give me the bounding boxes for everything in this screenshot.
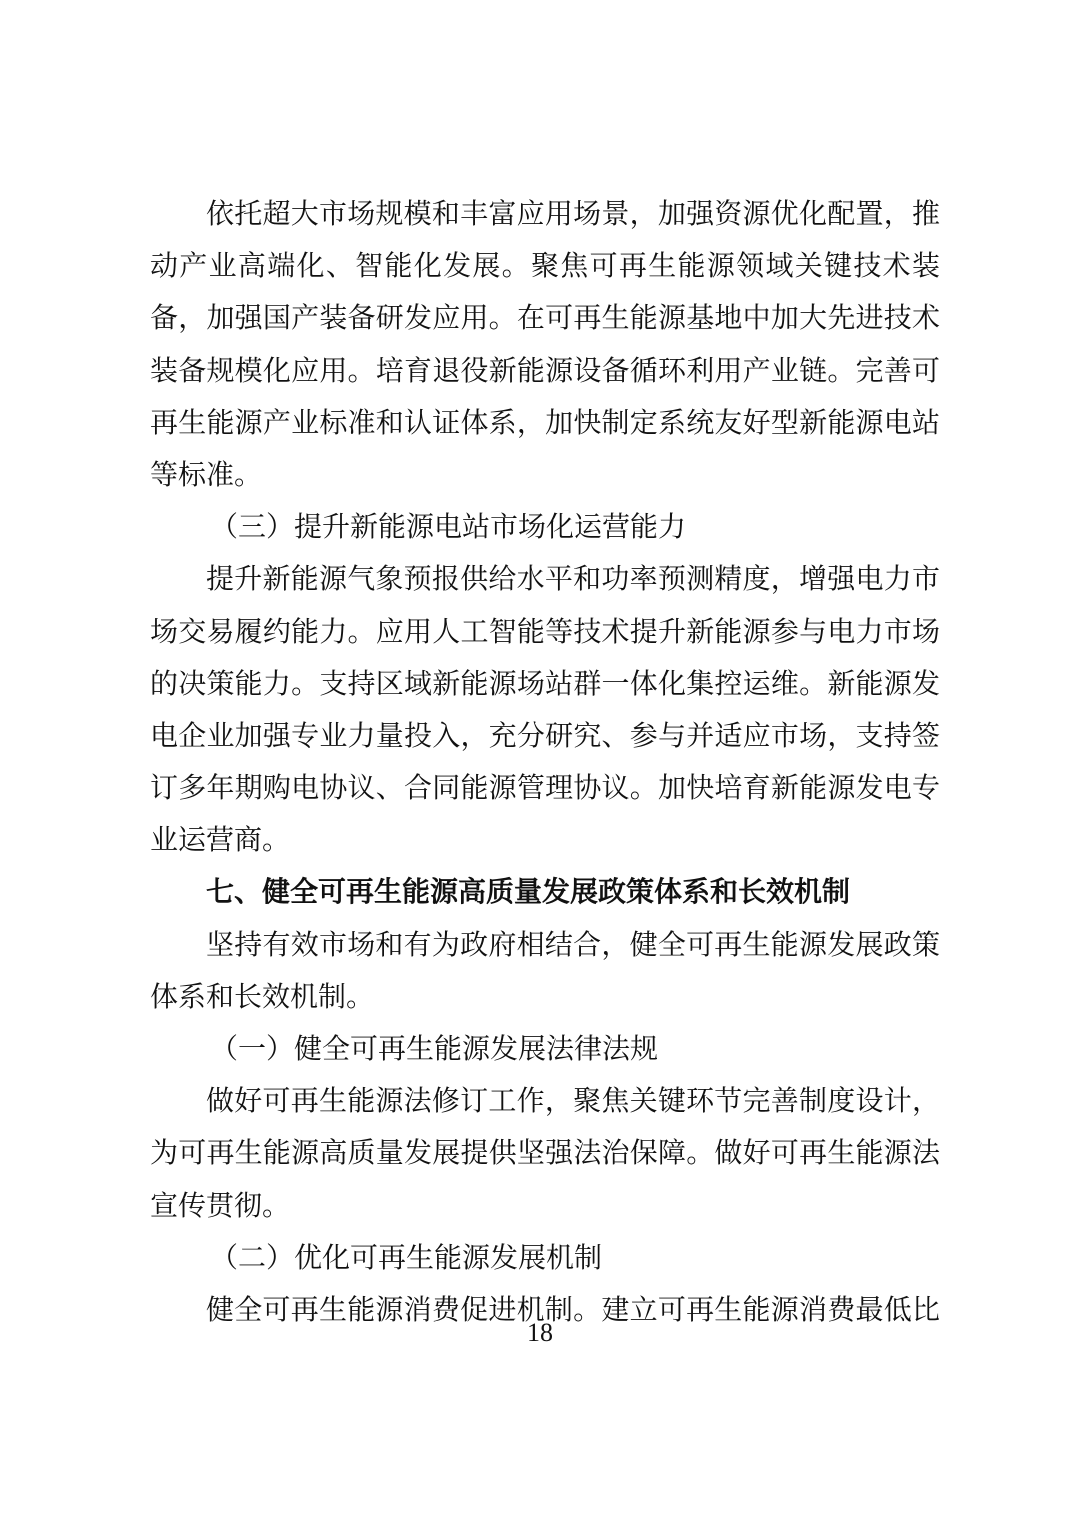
text-line: 提升新能源气象预报供给水平和功率预测精度，增强电力市 bbox=[206, 562, 940, 596]
text-line: 坚持有效市场和有为政府相结合，健全可再生能源发展政策 bbox=[206, 927, 940, 961]
text-line: 等标准。 bbox=[150, 457, 263, 491]
text-line: 电企业加强专业力量投入，充分研究、参与并适应市场，支持签 bbox=[150, 718, 940, 752]
section-subheading-2: （二）优化可再生能源发展机制 bbox=[210, 1240, 603, 1274]
text-line: 动产业高端化、智能化发展。聚焦可再生能源领域关键技术装 bbox=[150, 249, 940, 283]
text-line: 健全可再生能源消费促进机制。建立可再生能源消费最低比 bbox=[206, 1292, 940, 1326]
text-line: 体系和长效机制。 bbox=[150, 979, 375, 1013]
text-line: 做好可再生能源法修订工作，聚焦关键环节完善制度设计， bbox=[206, 1084, 940, 1118]
text-line: 为可再生能源高质量发展提供坚强法治保障。做好可再生能源法 bbox=[150, 1136, 940, 1170]
text-line: 依托超大市场规模和丰富应用场景，加强资源优化配置，推 bbox=[206, 197, 940, 230]
page-number: 18 bbox=[527, 1318, 553, 1347]
section-subheading-1: （一）健全可再生能源发展法律法规 bbox=[210, 1032, 659, 1065]
text-line: 宣传贯彻。 bbox=[150, 1188, 291, 1222]
text-line: 备，加强国产装备研发应用。在可再生能源基地中加大先进技术 bbox=[150, 301, 940, 335]
text-line: 订多年期购电协议、合同能源管理协议。加快培育新能源发电专 bbox=[150, 771, 940, 805]
text-line: 场交易履约能力。应用人工智能等技术提升新能源参与电力市场 bbox=[150, 614, 940, 648]
paragraph-legal-framework bbox=[150, 1075, 940, 1232]
text-line: 的决策能力。支持区域新能源场站群一体化集控运维。新能源发 bbox=[150, 666, 940, 700]
section-subheading-3: （三）提升新能源电站市场化运营能力 bbox=[210, 510, 687, 544]
text-line: 装备规模化应用。培育退役新能源设备循环利用产业链。完善可 bbox=[150, 353, 940, 387]
document-body bbox=[150, 188, 940, 1336]
paragraph-industry-upgrade bbox=[150, 188, 940, 501]
paragraph-policy-intro bbox=[150, 919, 940, 1023]
text-line: 业运营商。 bbox=[150, 823, 291, 857]
paragraph-market-operation bbox=[150, 553, 940, 866]
text-line: 再生能源产业标准和认证体系，加快制定系统友好型新能源电站 bbox=[150, 405, 940, 439]
section-heading-7: 七、健全可再生能源高质量发展政策体系和长效机制 bbox=[206, 875, 851, 909]
